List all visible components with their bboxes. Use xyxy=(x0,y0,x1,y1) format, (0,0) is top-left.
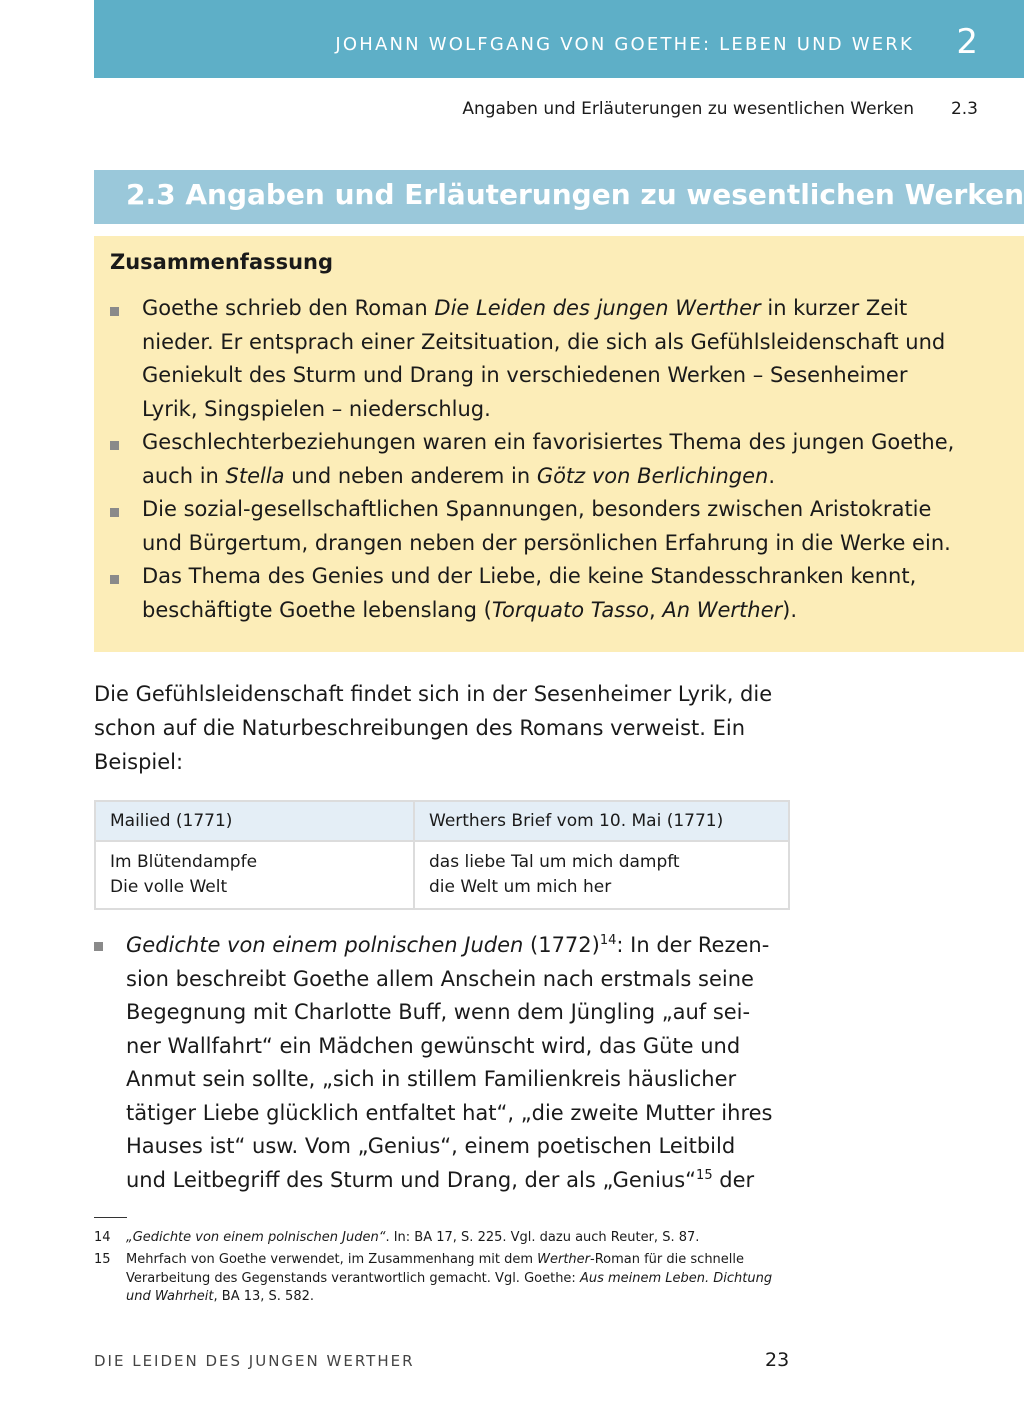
italic-title: Werther xyxy=(537,1252,591,1267)
summary-line: nieder. Er entsprach einer Zeitsituation, die sich als Gefühlsleidenschaft und xyxy=(142,329,946,354)
footnote-number: 14 xyxy=(94,1230,111,1245)
running-section-number: 2.3 xyxy=(950,99,978,119)
summary-line: Geniekult des Sturm und Drang in verschiedenen Werken – Sesenheimer xyxy=(142,363,908,387)
summary-line: Geschlechterbeziehungen waren ein favorisiertes Thema des jungen Goethe, xyxy=(142,430,955,454)
italic-title: Die Leiden des jungen Werther xyxy=(434,296,761,320)
summary-line: auch in Stella und neben anderem in Götz von Berlichingen. xyxy=(142,463,776,488)
body-line: tätiger Liebe glücklich entfaltet hat“, „die zweite Mutter ihres xyxy=(126,1100,773,1125)
footer-book-title: DIE LEIDEN DES JUNGEN WERTHER xyxy=(94,1352,415,1370)
summary-line: Die sozial-gesellschaftlichen Spannungen, besonders zwischen Aristokratie xyxy=(142,497,932,521)
body-line: sion beschreibt Goethe allem Anschein nach erstmals seine xyxy=(126,966,754,991)
italic-title: Stella xyxy=(225,463,285,488)
comparison-table xyxy=(94,800,790,910)
footnote-marker: 15 xyxy=(696,1167,713,1183)
body-line: Anmut sein sollte, „sich in stillem Familienkreis häuslicher xyxy=(126,1067,737,1091)
bullet-square-icon xyxy=(110,307,119,316)
italic-title: Aus meinem Leben. Dichtung xyxy=(579,1270,773,1286)
bullet-square-icon xyxy=(94,942,103,951)
summary-line: beschäftigte Goethe lebenslang (Torquato Tasso, An Werther). xyxy=(142,597,798,622)
body-line: ner Wallfahrt“ ein Mädchen gewünscht wird, das Güte und xyxy=(126,1033,741,1058)
summary-line: Lyrik, Singspielen – niederschlug. xyxy=(142,396,491,421)
body-line: Beispiel: xyxy=(94,750,184,774)
table-header-mailied: Mailied (1771) xyxy=(95,801,414,841)
chapter-number: 2 xyxy=(956,22,978,62)
summary-line: und Bürgertum, drangen neben der persönlichen Erfahrung in die Werke ein. xyxy=(142,530,951,555)
bullet-square-icon xyxy=(110,575,119,584)
table-row xyxy=(95,841,789,909)
footnote-marker: 14 xyxy=(599,933,617,948)
footnote-number: 15 xyxy=(94,1252,111,1267)
table-header-werther-brief: Werthers Brief vom 10. Mai (1771) xyxy=(414,801,789,841)
bullet-square-icon xyxy=(110,441,119,450)
body-line: Begegnung mit Charlotte Buff, wenn dem Jüngling „auf sei- xyxy=(126,1000,751,1024)
footnote-line: Verarbeitung des Gegenstands verantwortlich gemacht. Vgl. Goethe: Aus meinem Leben. Dichtung xyxy=(126,1270,773,1286)
table-header-row xyxy=(95,801,789,841)
body-line: Gedichte von einem polnischen Juden $(1772)^{14}$: In der Rezen- xyxy=(126,933,770,957)
body-line: Die Gefühlsleidenschaft findet sich in der Sesenheimer Lyrik, die xyxy=(94,682,773,706)
italic-title: „Gedichte von einem polnischen Juden“ xyxy=(126,1230,386,1245)
italic-title: Torquato Tasso xyxy=(491,597,650,622)
table-cell-mailied xyxy=(95,841,414,909)
italic-title: An Werther xyxy=(662,597,783,622)
footnote-line: und Wahrheit, BA 13, S. 582. xyxy=(126,1289,314,1304)
italic-title: und Wahrheit xyxy=(126,1289,214,1304)
section-title: 2.3 Angaben und Erläuterungen zu wesentlichen Werken xyxy=(126,178,1024,211)
table-cell-line: Im Blütendampfe xyxy=(110,852,258,872)
footnote-rule xyxy=(94,1217,127,1218)
summary-heading: Zusammenfassung xyxy=(110,250,334,274)
footnote-line: Mehrfach von Goethe verwendet, im Zusammenhang mit dem Werther-Roman für die schnelle xyxy=(126,1252,745,1267)
page-number: 23 xyxy=(765,1349,790,1371)
summary-line: Goethe schrieb den Roman Die Leiden des jungen Werther in kurzer Zeit xyxy=(142,296,908,320)
summary-line: Das Thema des Genies und der Liebe, die keine Standesschranken kennt, xyxy=(142,564,917,588)
italic-title: Götz von Berlichingen xyxy=(536,463,769,488)
body-line: und Leitbegriff des Sturm und Drang, der als „Genius“$^{15}$ der xyxy=(126,1167,755,1192)
table-cell-line: die Welt um mich her xyxy=(429,877,612,897)
italic-title: Gedichte von einem polnischen Juden xyxy=(126,933,524,957)
bullet-square-icon xyxy=(110,508,119,517)
running-title: Angaben und Erläuterungen zu wesentlichen Werken xyxy=(462,99,914,119)
table-cell-werther-brief xyxy=(414,841,789,909)
footnote-line: „Gedichte von einem polnischen Juden“. In: BA 17, S. 225. Vgl. dazu auch Reuter, S. 87. xyxy=(126,1230,700,1245)
table-cell-line: das liebe Tal um mich dampft xyxy=(429,852,680,872)
body-line: Hauses ist“ usw. Vom „Genius“, einem poetischen Leitbild xyxy=(126,1134,736,1158)
chapter-title: JOHANN WOLFGANG VON GOETHE: LEBEN UND WERK xyxy=(335,34,914,55)
table-cell-line: Die volle Welt xyxy=(110,877,228,897)
body-line: schon auf die Naturbeschreibungen des Romans verweist. Ein xyxy=(94,716,746,740)
